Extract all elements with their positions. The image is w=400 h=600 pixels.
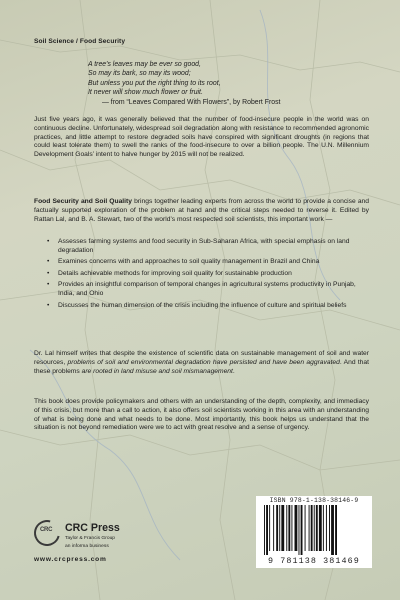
barcode-bar: [264, 505, 265, 555]
category-label: Soil Science / Food Security: [34, 38, 126, 45]
barcode-bar: [316, 505, 318, 551]
barcode-bar: [301, 505, 303, 555]
publisher-tagline: an informa business: [65, 544, 109, 549]
barcode-bar: [276, 505, 278, 551]
publisher-logo: [34, 512, 164, 572]
epigraph-line: A tree's leaves may be ever so good,: [88, 61, 201, 68]
barcode-bar: [288, 505, 290, 551]
author-quote-paragraph: [34, 350, 369, 376]
publisher-group: Taylor & Francis Group: [65, 536, 116, 541]
barcode-icon: [264, 505, 364, 555]
book-description-text: brings together leading experts from across the world to provide a concise and factually supported exploration of the problem at hand and the critical steps needed to reverse it. Edited by Rattan Lal, and B. A. Stewart, two of the world’s most respected soil scientists, this important work —: [34, 198, 369, 223]
closing-paragraph: This book does provide policymakers and others with an understanding of the depth, complexity, and immediacy of this crisis, but more than a call to action, it also offers soil scientists working in this area with an understanding of what is being done and what needs to be done. Most importantly, this book helps us understand that the situation is not beyond remediation were we to act with great resolve and a sense of urgency.: [34, 398, 369, 432]
feature-list: [47, 238, 367, 313]
barcode-bar: [329, 505, 330, 551]
isbn-label: ISBN 978-1-138-38146-9: [269, 497, 359, 504]
crc-logo-icon: [29, 515, 65, 551]
epigraph-line: So may its bark, so may its wood;: [88, 70, 191, 78]
quote-text: Dr. Lal himself writes that despite the existence of scientific data on sustainable management of soil and water resources,: [34, 350, 369, 366]
epigraph-line: But unless you put the right thing to its root,: [88, 79, 221, 87]
logo-mark-text: CRC: [40, 527, 53, 533]
epigraph-attribution: — from “Leaves Compared With Flowers”, by Robert Frost: [102, 98, 281, 106]
barcode-bar: [319, 505, 322, 551]
barcode-bar: [295, 505, 298, 551]
barcode-bar: [299, 505, 300, 555]
barcode-number: 9 781138 381469: [268, 556, 360, 566]
quote-text: . And that these problems: [34, 358, 369, 375]
quote-emphasis: are rooted in land misuse and soil mismanagement: [81, 367, 233, 375]
list-item: • Examines concerns with and approaches to soil quality management in Brazil and China: [47, 258, 367, 267]
barcode-bar: [305, 505, 306, 551]
list-item: • Discusses the human dimension of the crisis including the influence of culture and spiritual beliefs: [47, 302, 367, 311]
barcode-bar: [266, 505, 268, 555]
list-item: • Details achievable methods for improving soil quality for sustainable production: [47, 270, 367, 279]
publisher-url: www.crcpress.com: [34, 556, 107, 563]
barcode-bar: [291, 505, 292, 551]
epigraph-line: It never will show much flower or fruit.: [88, 89, 203, 97]
barcode-bar: [331, 505, 334, 555]
intro-paragraph: Just five years ago, it was generally believed that the number of food-insecure people in the world was on continuous decline. Unfortunately, widespread soil degradation along with resistance to recommended agronomic practices, and little attempt to restore degraded soils have conspired with significant droughts (in regions that could least tolerate them) to swell the ranks of the food-insecure to over a billion people. The U.N. Millennium Development Goals’ intent to halve hunger by 2015 will not be realized.: [34, 116, 369, 159]
barcode-bar: [269, 505, 270, 551]
isbn-barcode: [256, 496, 372, 568]
quote-emphasis: problems of soil and environmental degradation have persisted and have been aggravated: [67, 358, 340, 366]
list-item: • Assesses farming systems and food security in Sub-Saharan Africa, with special emphasis on land degradation: [47, 238, 367, 256]
barcode-bar: [311, 505, 313, 551]
barcode-bar: [323, 505, 324, 551]
list-item: • Provides an insightful comparison of temporal changes in agricultural systems productivity in Punjab, India, and Ohio: [47, 281, 367, 299]
book-description-paragraph: [34, 198, 369, 224]
quote-text: .: [232, 367, 235, 375]
epigraph: [88, 60, 280, 107]
barcode-bar: [326, 505, 327, 551]
barcode-bar: [273, 505, 274, 551]
barcode-bar: [286, 505, 287, 551]
publisher-name: CRC Press: [65, 522, 120, 534]
barcode-bar: [314, 505, 315, 551]
book-title: Food Security and Soil Quality: [34, 198, 132, 205]
barcode-bar: [279, 505, 280, 551]
barcode-bar: [309, 505, 310, 551]
barcode-bar: [281, 505, 284, 551]
barcode-bar: [335, 505, 337, 555]
